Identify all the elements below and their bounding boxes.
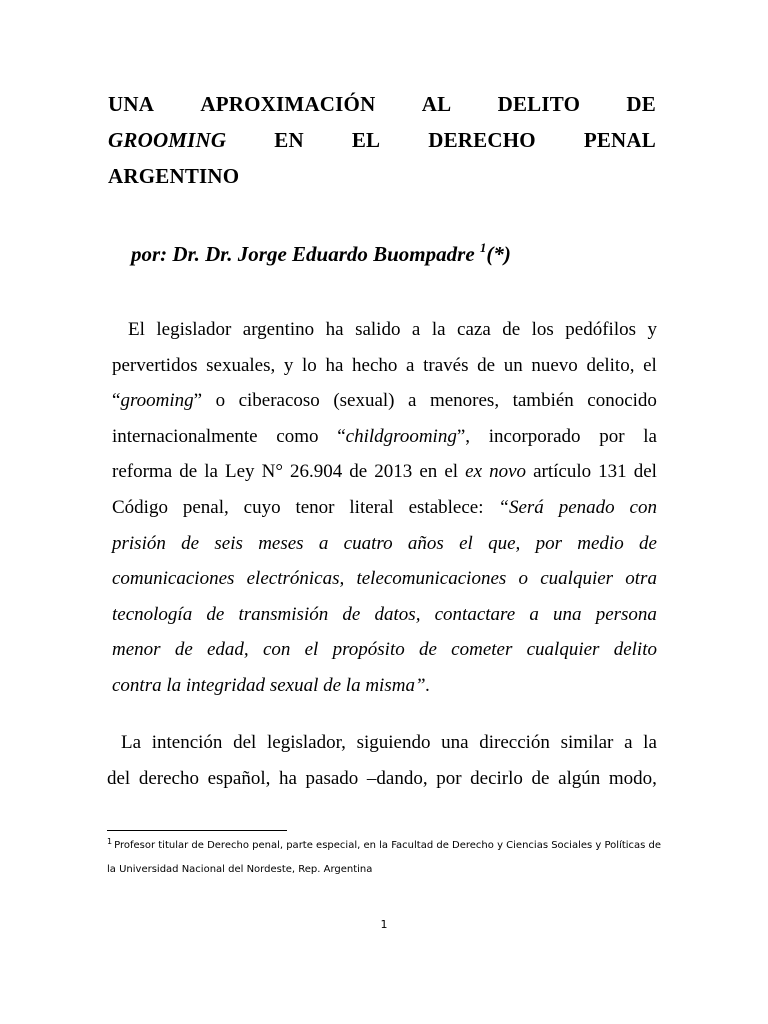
footnote-text: Profesor titular de Derecho penal, parte especial, en la Facultad de Derecho y Ciencias Sociales y Políticas de la Universidad Nacional del Nordeste, Rep. Argentina bbox=[107, 840, 662, 875]
word: ha bbox=[278, 767, 297, 789]
title-word: DERECHO bbox=[428, 128, 536, 152]
word: argentino bbox=[242, 319, 315, 340]
word: similar bbox=[560, 732, 614, 753]
word: cuyo bbox=[243, 496, 281, 518]
paragraph-line bbox=[112, 312, 657, 348]
word: tenor bbox=[295, 496, 335, 518]
word: persona bbox=[595, 603, 657, 625]
word: sexual bbox=[269, 674, 324, 696]
word: de bbox=[179, 461, 198, 483]
word: cualquier bbox=[540, 568, 614, 590]
word: el bbox=[304, 639, 319, 661]
word: N° bbox=[261, 461, 283, 483]
word: tecnología bbox=[112, 603, 193, 625]
word: ha bbox=[325, 354, 344, 376]
page-number: 1 bbox=[380, 918, 388, 931]
paragraph-line bbox=[112, 490, 657, 526]
word: “childgrooming”, bbox=[337, 425, 471, 447]
word: cometer bbox=[451, 639, 513, 661]
word: “grooming” bbox=[112, 390, 203, 412]
word: establece: bbox=[408, 496, 484, 518]
word: por bbox=[599, 425, 625, 447]
word: conocido bbox=[587, 390, 657, 412]
word: de bbox=[174, 639, 193, 661]
word: El bbox=[128, 319, 145, 340]
title-line-2 bbox=[108, 122, 656, 158]
word: la bbox=[345, 674, 366, 696]
word: penal, bbox=[182, 496, 229, 518]
title-word: EL bbox=[351, 128, 381, 152]
word: ha bbox=[325, 319, 344, 340]
paragraph-line bbox=[112, 383, 657, 419]
word: sexuales, bbox=[206, 354, 276, 376]
title-word: PENAL bbox=[583, 128, 656, 152]
word: de bbox=[323, 674, 346, 696]
word: modo, bbox=[608, 767, 657, 789]
word: hecho bbox=[352, 354, 398, 376]
word: siguiendo bbox=[356, 732, 431, 753]
byline-text: por: Dr. Dr. Jorge Eduardo Buompadre bbox=[131, 242, 480, 266]
word: datos, bbox=[374, 603, 421, 625]
word: Ley bbox=[224, 461, 255, 483]
word: legislador bbox=[156, 319, 232, 340]
word: del bbox=[633, 461, 657, 483]
word: reforma bbox=[112, 461, 173, 483]
word: penado bbox=[558, 496, 615, 518]
paragraph-line-quote bbox=[112, 597, 657, 633]
word: propósito bbox=[332, 639, 405, 661]
word: prisión bbox=[112, 532, 166, 554]
word: de bbox=[477, 354, 496, 376]
byline-suffix: (*) bbox=[486, 242, 511, 266]
paragraph-line-quote bbox=[112, 632, 657, 668]
paragraph-line bbox=[112, 348, 657, 384]
word: de bbox=[349, 461, 368, 483]
word: misma”. bbox=[365, 674, 431, 696]
word: de bbox=[502, 319, 521, 340]
title-word: DE bbox=[626, 92, 656, 116]
footnote-reference[interactable]: 1 bbox=[479, 240, 487, 255]
word: de bbox=[342, 603, 361, 625]
word: derecho bbox=[138, 767, 199, 789]
word: meses bbox=[258, 532, 304, 554]
word: electrónicas, bbox=[246, 568, 345, 590]
title-word: APROXIMACIÓN bbox=[200, 92, 376, 116]
word: el bbox=[643, 354, 657, 376]
paragraph-line-quote bbox=[112, 526, 657, 562]
title-word-grooming: GROOMING bbox=[108, 128, 227, 152]
document-title bbox=[108, 86, 656, 194]
word: de bbox=[418, 639, 437, 661]
body-paragraph-2 bbox=[107, 725, 657, 796]
word: la bbox=[431, 319, 446, 340]
word: delito bbox=[613, 639, 657, 661]
word: algún bbox=[558, 767, 601, 789]
word: de bbox=[531, 767, 550, 789]
word: o bbox=[518, 568, 529, 590]
word: a bbox=[406, 354, 415, 376]
word: la bbox=[204, 461, 218, 483]
word: través bbox=[423, 354, 469, 376]
word: de bbox=[639, 532, 657, 554]
word: menor bbox=[112, 639, 161, 661]
word: Código bbox=[112, 496, 168, 518]
paragraph-line-quote bbox=[112, 668, 657, 704]
word: transmisión bbox=[238, 603, 329, 625]
word: una bbox=[553, 603, 582, 625]
word: de bbox=[206, 603, 225, 625]
word: a bbox=[624, 732, 633, 753]
word: una bbox=[441, 732, 469, 753]
word: años bbox=[407, 532, 444, 554]
word: los bbox=[531, 319, 554, 340]
word: por bbox=[436, 767, 462, 789]
word: integridad bbox=[185, 674, 270, 696]
word: por bbox=[535, 532, 562, 554]
paragraph-line bbox=[112, 454, 657, 490]
word: con bbox=[262, 639, 291, 661]
footnote-separator bbox=[107, 830, 287, 831]
word: del bbox=[107, 767, 131, 789]
word: (sexual) bbox=[333, 390, 395, 412]
word: contactare bbox=[434, 603, 516, 625]
footnote-marker: 1 bbox=[107, 837, 113, 846]
title-word: ARGENTINO bbox=[108, 164, 240, 188]
word: seis bbox=[214, 532, 243, 554]
author-byline bbox=[131, 236, 511, 272]
word: como bbox=[276, 425, 319, 447]
word: que, bbox=[488, 532, 521, 554]
paragraph-line bbox=[112, 419, 657, 455]
word: salido bbox=[355, 319, 401, 340]
title-word: AL bbox=[421, 92, 452, 116]
word: “Será bbox=[498, 496, 544, 518]
word: novo bbox=[489, 461, 527, 483]
word: decirlo bbox=[470, 767, 523, 789]
word: dirección bbox=[479, 732, 550, 753]
word: cuatro bbox=[343, 532, 393, 554]
word: –dando, bbox=[366, 767, 428, 789]
body-paragraph-1 bbox=[112, 312, 657, 704]
word: y bbox=[283, 354, 294, 376]
word: 2013 bbox=[374, 461, 413, 483]
title-word: UNA bbox=[108, 92, 155, 116]
word: pasado bbox=[305, 767, 359, 789]
word: del bbox=[233, 732, 257, 753]
word: y bbox=[647, 319, 657, 340]
word: caza bbox=[457, 319, 491, 340]
word: a bbox=[318, 532, 329, 554]
word: contra bbox=[112, 674, 167, 696]
word: 131 bbox=[598, 461, 627, 483]
title-word: EN bbox=[274, 128, 304, 152]
word: a bbox=[529, 603, 539, 625]
word: menores, bbox=[429, 390, 500, 412]
paragraph-line bbox=[107, 761, 657, 797]
word: pervertidos bbox=[112, 354, 198, 376]
title-word: DELITO bbox=[497, 92, 581, 116]
word: cualquier bbox=[526, 639, 600, 661]
word: el bbox=[444, 461, 459, 483]
word: literal bbox=[349, 496, 394, 518]
word: un bbox=[503, 354, 523, 376]
word: o bbox=[215, 390, 226, 412]
word: edad, bbox=[207, 639, 249, 661]
word: internacionalmente bbox=[112, 425, 258, 447]
word: delito, bbox=[586, 354, 635, 376]
title-line-1 bbox=[108, 86, 656, 122]
word: lo bbox=[302, 354, 317, 376]
word: a bbox=[408, 390, 417, 412]
word: intención bbox=[151, 732, 223, 753]
word: la bbox=[643, 425, 657, 447]
word: ex bbox=[465, 461, 483, 483]
word: también bbox=[512, 390, 574, 412]
word: el bbox=[459, 532, 473, 554]
paragraph-line bbox=[107, 725, 657, 761]
word: comunicaciones bbox=[112, 568, 235, 590]
word: pedófilos bbox=[565, 319, 636, 340]
word: legislador, bbox=[266, 732, 346, 753]
title-line-3 bbox=[108, 158, 656, 194]
word: La bbox=[121, 732, 142, 753]
word: 26.904 bbox=[289, 461, 343, 483]
paragraph-line-quote bbox=[112, 561, 657, 597]
word: la bbox=[643, 732, 657, 753]
word: incorporado bbox=[488, 425, 581, 447]
word: nuevo bbox=[531, 354, 578, 376]
word: la bbox=[166, 674, 186, 696]
word: otra bbox=[625, 568, 657, 590]
word: medio bbox=[577, 532, 624, 554]
word: español, bbox=[207, 767, 271, 789]
word: con bbox=[629, 496, 657, 518]
word: ciberacoso bbox=[238, 390, 320, 412]
word: de bbox=[181, 532, 200, 554]
word: telecomunicaciones bbox=[356, 568, 507, 590]
word: en bbox=[419, 461, 438, 483]
word: a bbox=[411, 319, 421, 340]
word: artículo bbox=[533, 461, 592, 483]
footnote bbox=[107, 834, 662, 882]
